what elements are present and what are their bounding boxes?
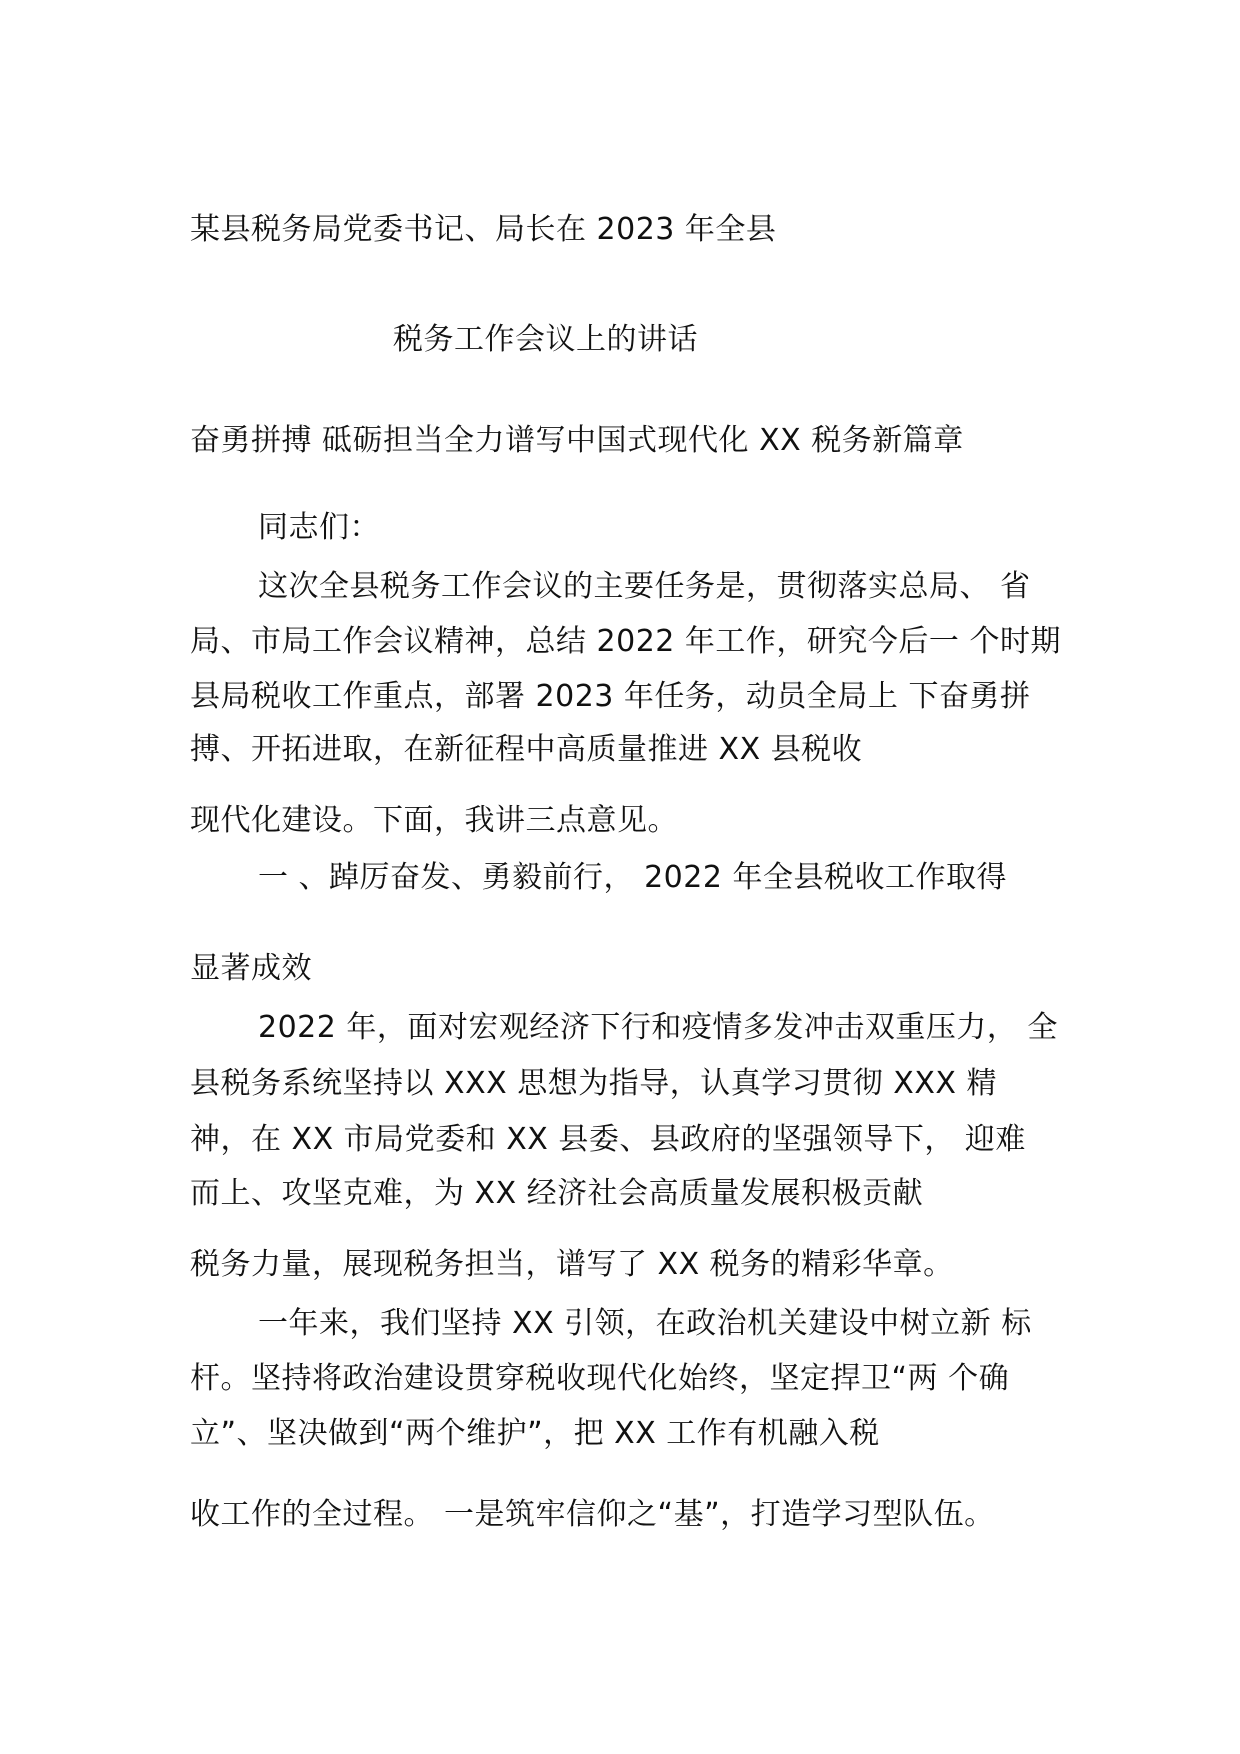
body-line: 立”、坚决做到“两个维护”，把 XX 工作有机融入税 [190,1416,880,1451]
document-subtitle: 奋勇拼搏 砥砺担当全力谱写中国式现代化 XX 税务新篇章 [190,423,964,458]
section-heading-line: 显著成效 [190,951,312,986]
salutation: 同志们： [258,510,380,545]
body-line: 神，在 XX 市局党委和 XX 县委、县政府的坚强领导下， 迎难 [190,1122,1026,1157]
body-line: 2022 年，面对宏观经济下行和疫情多发冲击双重压力， 全 [258,1010,1058,1045]
body-line: 一年来，我们坚持 XX 引领，在政治机关建设中树立新 标 [258,1306,1032,1341]
body-line: 收工作的全过程。 一是筑牢信仰之“基”，打造学习型队伍。 [190,1497,995,1532]
body-line: 税务力量，展现税务担当，谱写了 XX 税务的精彩华章。 [190,1247,954,1282]
document-title-line-2: 税务工作会议上的讲话 [393,322,698,357]
body-line: 搏、开拓进取，在新征程中高质量推进 XX 县税收 [190,732,863,767]
body-line: 杆。坚持将政治建设贯穿税收现代化始终，坚定捍卫“两 个确 [190,1361,1010,1396]
body-line: 而上、攻坚克难，为 XX 经济社会高质量发展积极贡献 [190,1176,924,1211]
section-heading-line: 一 、踔厉奋发、勇毅前行， 2022 年全县税收工作取得 [258,860,1007,895]
body-line: 现代化建设。下面，我讲三点意见。 [190,803,678,838]
body-line: 这次全县税务工作会议的主要任务是，贯彻落实总局、 省 [258,569,1031,604]
body-line: 县税务系统坚持以 XXX 思想为指导，认真学习贯彻 XXX 精 [190,1066,997,1101]
body-line: 局、市局工作会议精神，总结 2022 年工作，研究今后一 个时期 [190,624,1061,659]
body-line: 县局税收工作重点，部署 2023 年任务，动员全局上 下奋勇拼 [190,679,1031,714]
document-title-line-1: 某县税务局党委书记、局长在 2023 年全县 [190,212,777,247]
